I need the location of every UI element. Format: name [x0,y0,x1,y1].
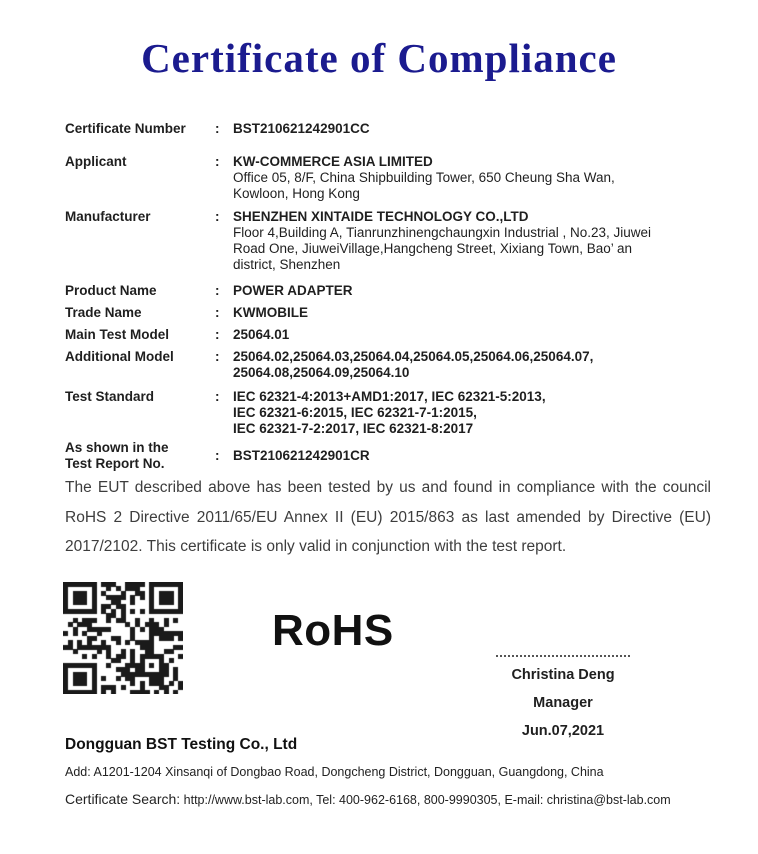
field-row-main-test-model [65,327,713,343]
field-value [233,154,713,202]
model-list-line: 25064.08,25064.09,25064.10 [233,365,410,380]
separator-colon: : [215,283,220,298]
certificate-search-label: Certificate Search: [65,791,181,807]
standard-line: IEC 62321-4:2013+AMD1:2017, IEC 62321-5:2013, [233,389,546,404]
field-row-product-name [65,283,713,299]
address-line: Floor 4,Building A, Tianrunzhinengchaungxin Industrial , No.23, Jiuwei [233,225,651,240]
standard-line: IEC 62321-6:2015, IEC 62321-7-1:2015, [233,405,477,420]
separator-colon: : [215,305,220,320]
field-label: Manufacturer [65,209,151,224]
address-line: district, Shenzhen [233,257,341,272]
field-value [233,349,713,381]
standard-line: IEC 62321-7-2:2017, IEC 62321-8:2017 [233,421,474,436]
field-label: Additional Model [65,349,174,364]
address-line: Kowloon, Hong Kong [233,186,360,201]
field-label [65,440,215,472]
rohs-label: RoHS [272,606,394,655]
model-list-line: 25064.02,25064.03,25064.04,25064.05,25064.06,25064.07, [233,349,594,364]
field-label-line: Test Report No. [65,456,165,471]
company-name: SHENZHEN XINTAIDE TECHNOLOGY CO.,LTD [233,209,529,224]
signatory-name: Christina Deng [511,667,615,683]
field-row-manufacturer [65,209,713,273]
field-label: Trade Name [65,305,142,320]
field-value: KWMOBILE [233,305,308,320]
field-label: Main Test Model [65,327,170,342]
field-label: Product Name [65,283,157,298]
separator-colon: : [215,327,220,342]
address-line: Office 05, 8/F, China Shipbuilding Tower, 650 Cheung Sha Wan, [233,170,615,185]
address-line: Road One, JiuweiVillage,Hangcheng Street, Xixiang Town, Bao’ an [233,241,633,256]
field-label: Applicant [65,154,127,169]
separator-colon: : [215,121,220,136]
field-label: Certificate Number [65,121,186,136]
field-value [233,389,713,437]
field-value [233,209,713,273]
field-row-additional-model [65,349,713,381]
field-row-applicant [65,154,713,202]
footer-company-name: Dongguan BST Testing Co., Ltd [65,736,298,753]
signature-dotted-line [496,648,630,657]
compliance-statement: The EUT described above has been tested by us and found in compliance with the council RoHS 2 Directive 2011/65/EU Annex II (EU) 2015/863 as last amended by Directive (EU) 2017/2102. This certificate is only valid in conjunction with the test report. [65,479,711,555]
field-row-test-report-no [65,440,713,472]
separator-colon: : [215,349,220,364]
field-value: BST210621242901CR [233,448,370,463]
certificate-search-text: http://www.bst-lab.com, Tel: 400-962-6168, 800-9990305, E-mail: christina@bst-lab.com [180,793,671,807]
separator-colon: : [215,389,220,404]
signature-date: Jun.07,2021 [521,723,605,739]
field-value: 25064.01 [233,327,290,342]
field-value: BST210621242901CC [233,121,370,136]
field-row-certificate-number [65,121,713,137]
field-row-trade-name [65,305,713,321]
field-value: POWER ADAPTER [233,283,353,298]
separator-colon: : [215,448,220,463]
qr-code [63,582,183,694]
signatory-role: Manager [533,695,593,711]
footer-address: Add: A1201-1204 Xinsanqi of Dongbao Road, Dongcheng District, Dongguan, Guangdong, China [65,765,604,779]
field-row-test-standard [65,389,713,437]
field-label: Test Standard [65,389,155,404]
company-name: KW-COMMERCE ASIA LIMITED [233,154,433,169]
certificate-search-line [65,791,671,807]
certificate-fields [65,121,713,472]
field-label-line: As shown in the [65,440,169,455]
separator-colon: : [215,209,220,224]
separator-colon: : [215,154,220,169]
page-title: Certificate of Compliance [141,35,617,81]
signature-block [478,648,648,739]
